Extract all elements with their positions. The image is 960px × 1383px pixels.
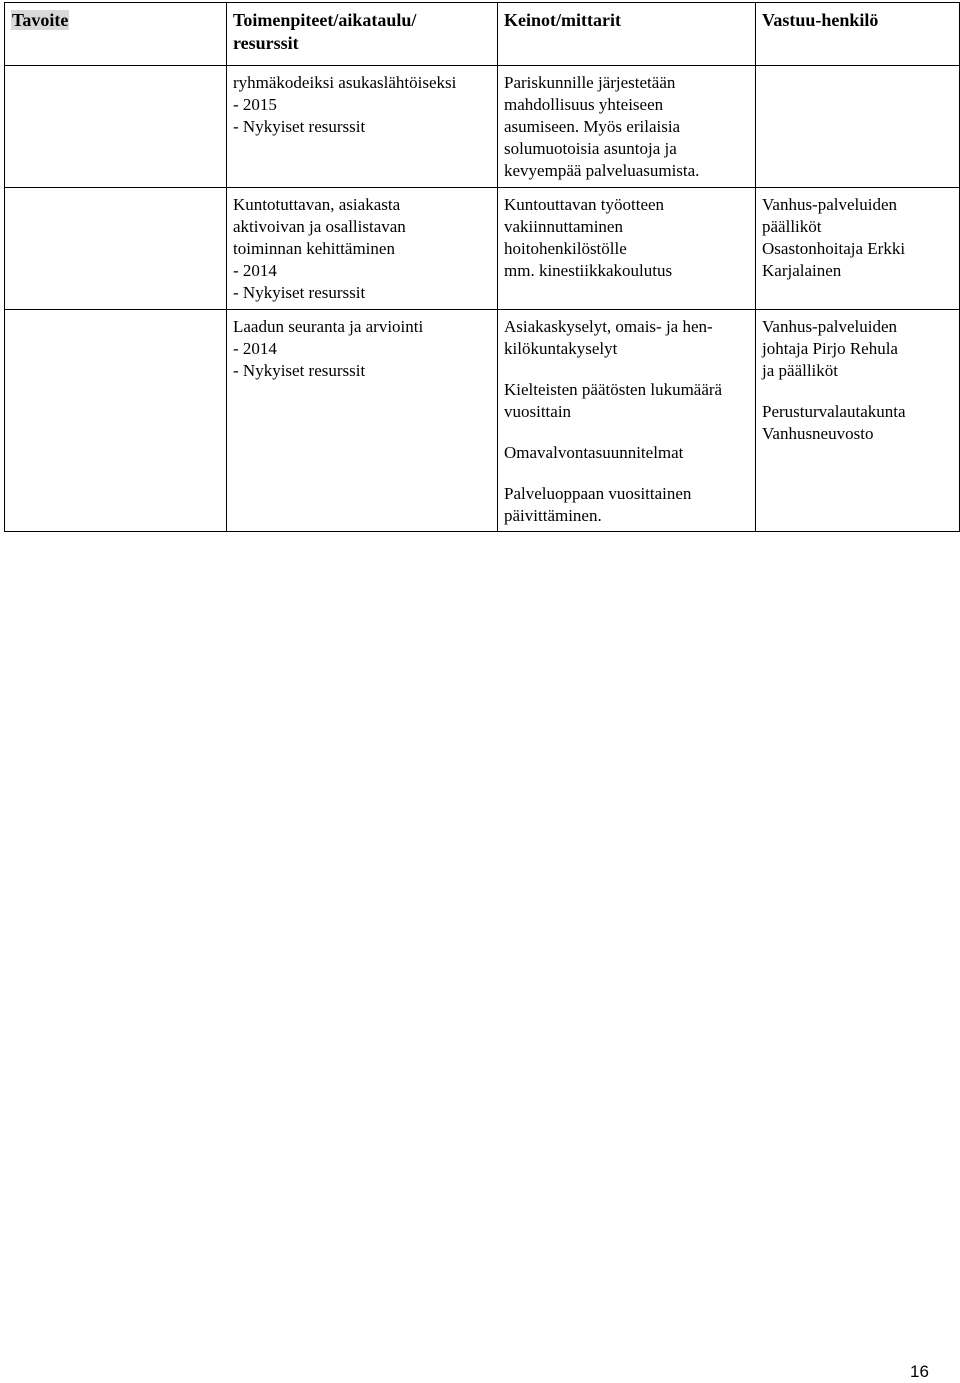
responsible-group: Vanhus-palveluiden johtaja Pirjo Rehula ja päälliköt [762,317,898,380]
cell-responsible: Vanhus-palveluiden päälliköt Osastonhoitaja Erkki Karjalainen [756,188,960,310]
means-group: Omavalvontasuunnitelmat [504,443,684,462]
header-responsible: Vastuu-henkilö [756,3,960,66]
cell-responsible [756,310,960,532]
cell-means [498,310,756,532]
means-group: Palveluoppaan vuosittainen päivittäminen. [504,484,692,525]
cell-responsible [756,66,960,188]
header-means: Keinot/mittarit [498,3,756,66]
cell-goal [5,188,227,310]
cell-means: Kuntouttavan työotteen vakiinnuttaminen hoitohenkilöstölle mm. kinestiikkakoulutus [498,188,756,310]
action-plan-table [4,2,960,532]
means-group: Kielteisten päätösten lukumäärä vuosittain [504,380,723,421]
table-row [5,310,960,532]
page-number: 16 [910,1362,929,1381]
responsible-group: Perusturvalautakunta Vanhusneuvosto [762,402,906,443]
cell-actions: ryhmäkodeiksi asukaslähtöiseksi - 2015 - Nykyiset resurssit [227,66,498,188]
table-header-row [5,3,960,66]
cell-goal [5,66,227,188]
table-row [5,66,960,188]
means-group: Asiakaskyselyt, omais- ja hen- kilökuntakyselyt [504,317,713,358]
cell-goal [5,310,227,532]
cell-means: Pariskunnille järjestetään mahdollisuus yhteiseen asumiseen. Myös erilaisia solumuotoisia asuntoja ja kevyempää palveluasumista. [498,66,756,188]
header-goal: Tavoite [5,3,227,66]
table-row [5,188,960,310]
cell-actions: Laadun seuranta ja arviointi - 2014 - Nykyiset resurssit [227,310,498,532]
header-actions: Toimenpiteet/aikataulu/ resurssit [227,3,498,66]
cell-actions: Kuntotuttavan, asiakasta aktivoivan ja osallistavan toiminnan kehittäminen - 2014 - Nykyiset resurssit [227,188,498,310]
